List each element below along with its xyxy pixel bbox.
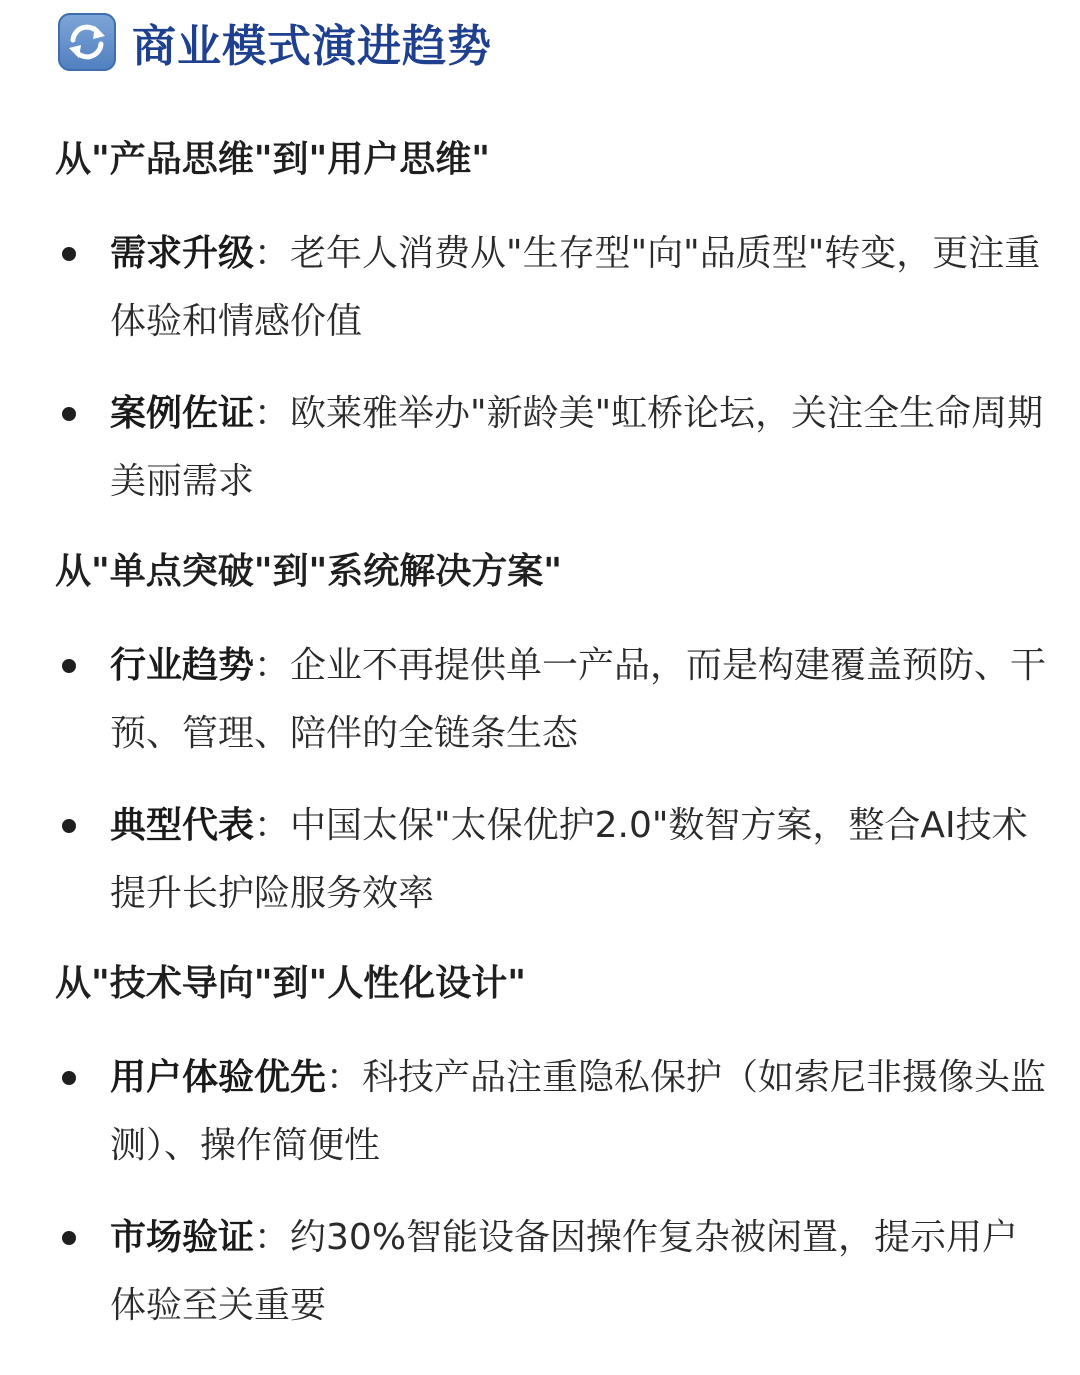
item-label: 用户体验优先 — [110, 1057, 327, 1098]
item-description: 企业不再提供单一产品，而是构建覆盖预防、干预、管理、陪伴的全链条生态 — [110, 645, 1047, 754]
refresh-icon — [58, 13, 116, 71]
item-separator: ： — [254, 805, 291, 846]
item-separator: ： — [254, 393, 291, 434]
section-heading: 从"单点突破"到"系统解决方案" — [55, 551, 563, 592]
item-text — [110, 380, 1050, 516]
title-row — [58, 12, 492, 72]
bullet-icon — [62, 247, 76, 261]
item-text — [110, 632, 1050, 768]
item-description: 约30%智能设备因操作复杂被闲置，提示用户体验至关重要 — [110, 1217, 1019, 1326]
bullet-icon — [62, 1231, 76, 1245]
item-description: 中国太保"太保优护2.0"数智方案，整合AI技术提升长护险服务效率 — [110, 805, 1028, 914]
bullet-icon — [62, 1071, 76, 1085]
section-heading: 从"技术导向"到"人性化设计" — [55, 963, 527, 1004]
item-label: 需求升级 — [110, 233, 255, 274]
item-label: 典型代表 — [110, 805, 255, 846]
item-description: 科技产品注重隐私保护（如索尼非摄像头监测）、操作简便性 — [110, 1057, 1047, 1166]
item-text — [110, 792, 1050, 928]
section-heading: 从"产品思维"到"用户思维" — [55, 139, 491, 180]
item-description: 欧莱雅举办"新龄美"虹桥论坛，关注全生命周期美丽需求 — [110, 393, 1044, 502]
item-separator: ： — [254, 645, 291, 686]
item-separator: ： — [254, 233, 291, 274]
item-separator: ： — [254, 1217, 291, 1258]
item-description: 老年人消费从"生存型"向"品质型"转变，更注重体验和情感价值 — [110, 233, 1041, 342]
item-text — [110, 220, 1050, 356]
bullet-icon — [62, 659, 76, 673]
item-label: 市场验证 — [110, 1217, 255, 1258]
item-text — [110, 1204, 1050, 1340]
bullet-icon — [62, 407, 76, 421]
page-title: 商业模式演进趋势 — [132, 21, 492, 72]
item-text — [110, 1044, 1050, 1180]
item-label: 案例佐证 — [110, 393, 255, 434]
bullet-icon — [62, 819, 76, 833]
item-label: 行业趋势 — [110, 645, 255, 686]
item-separator: ： — [326, 1057, 363, 1098]
